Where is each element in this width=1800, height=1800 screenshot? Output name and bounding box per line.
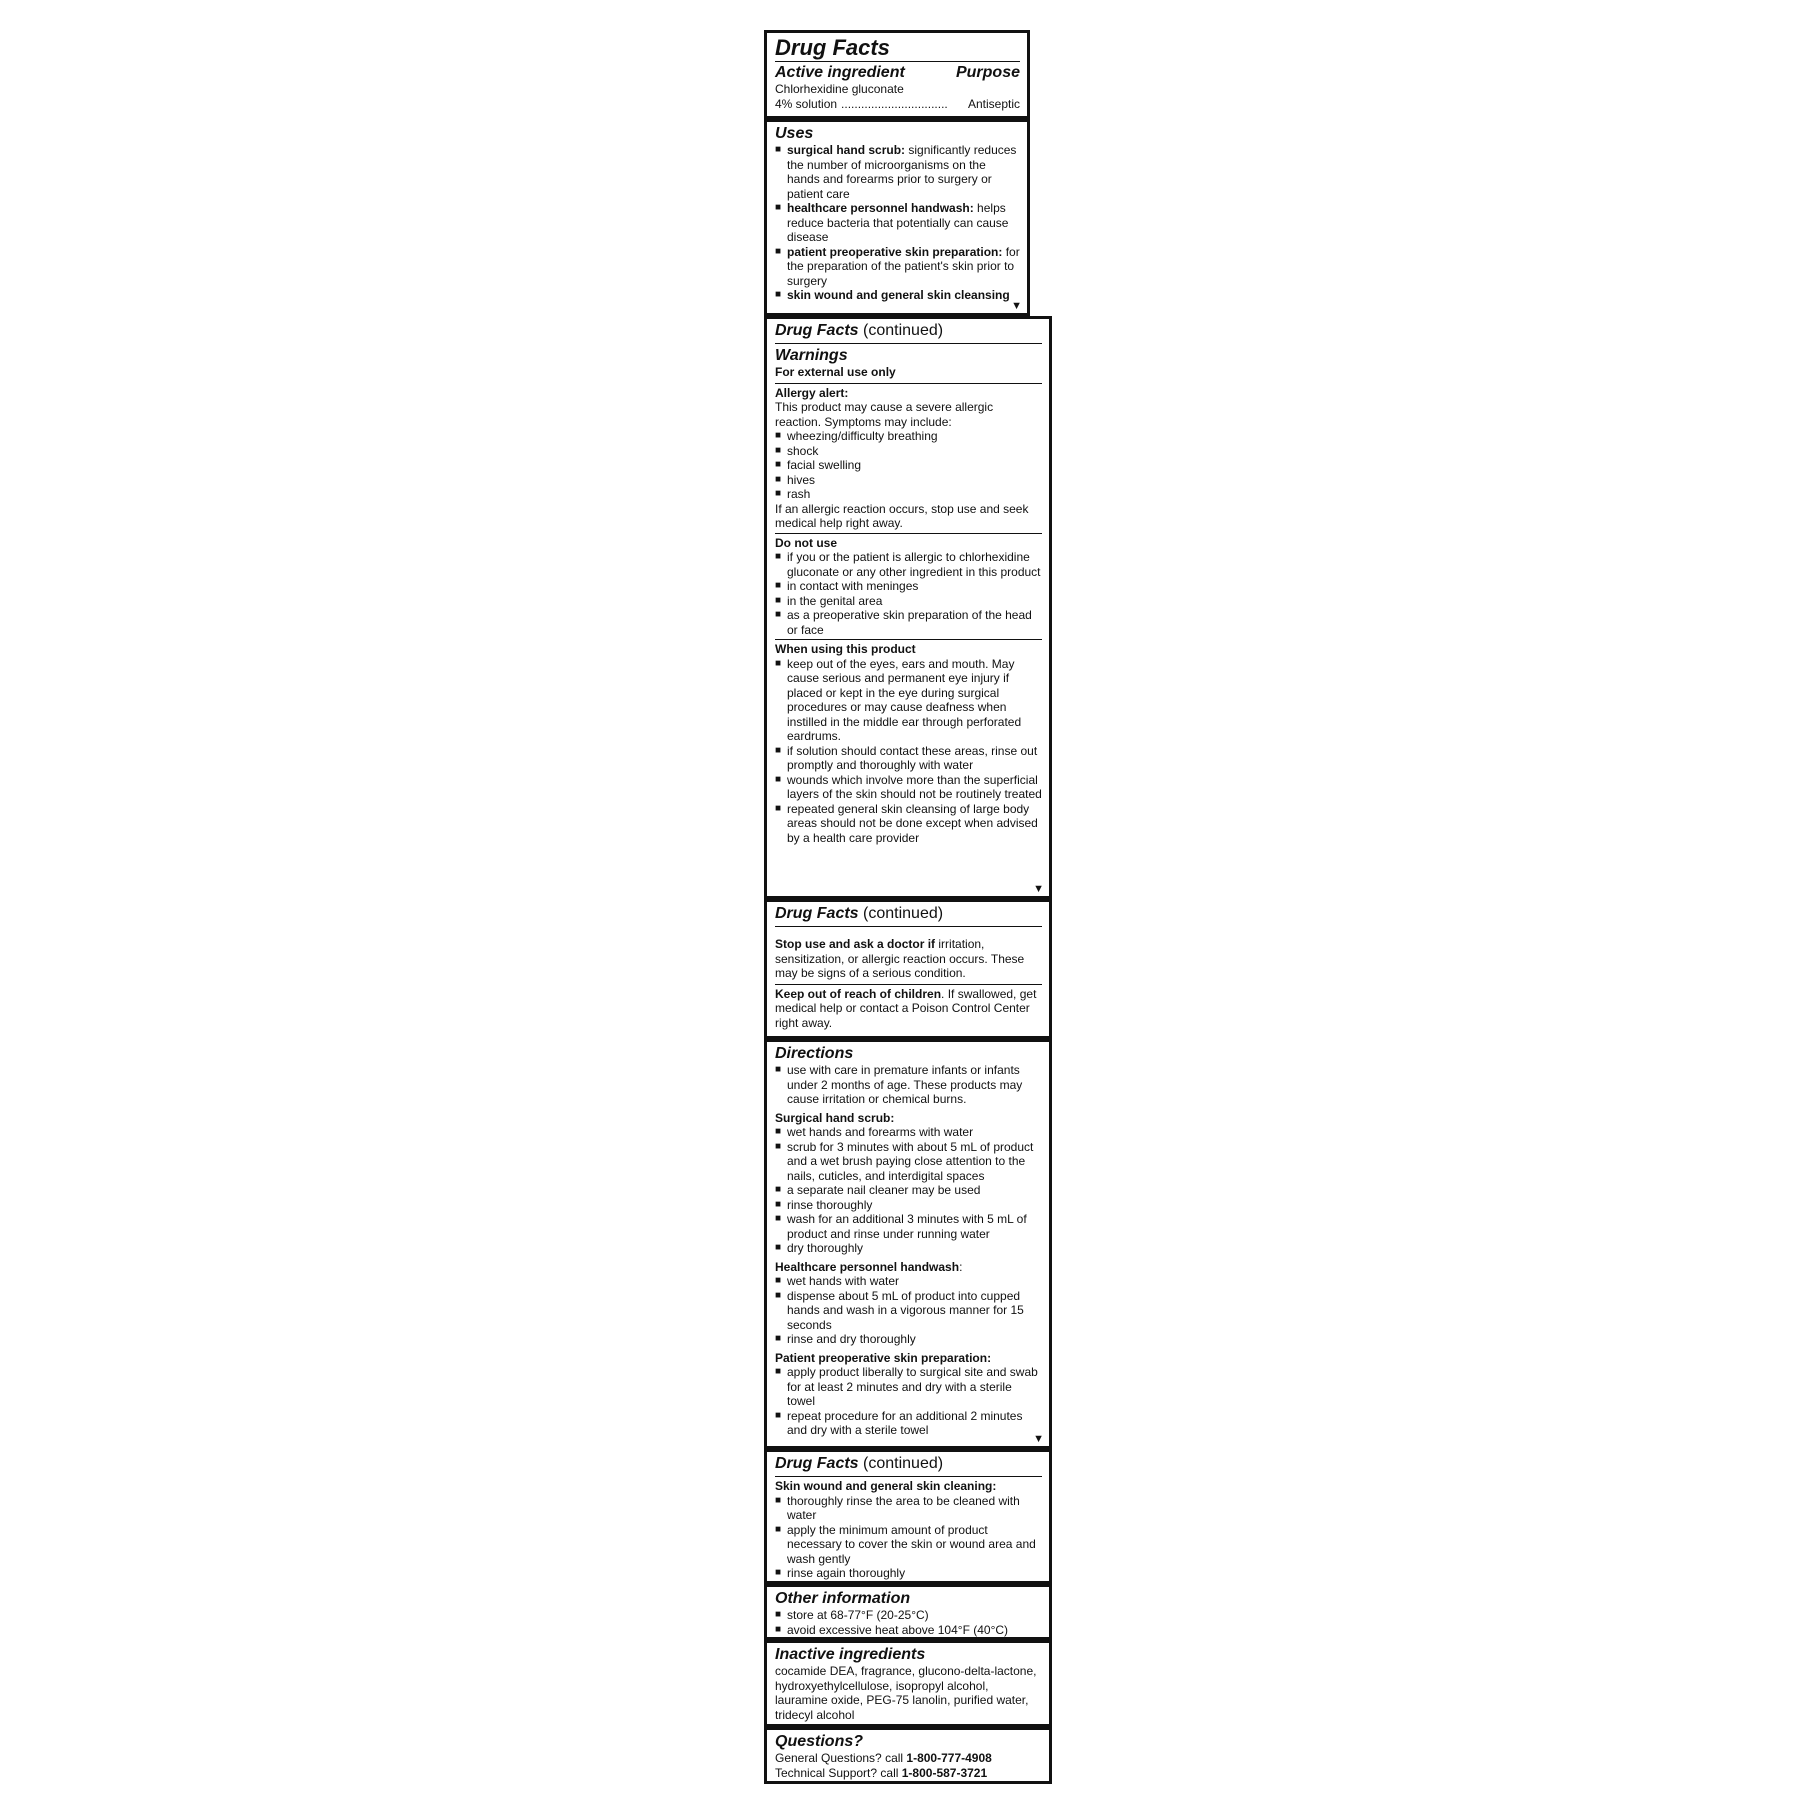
skin-wound-list [775, 1494, 1042, 1581]
ingredient-purpose-row [775, 97, 1020, 112]
surgical-scrub-item: ■ scrub for 3 minutes with about 5 mL of product and a wet brush paying close attention to the nails, cuticles, and interdigital spaces [775, 1140, 1042, 1184]
surgical-scrub-item: ■ wash for an additional 3 minutes with 5 mL of product and rinse under running water [775, 1212, 1042, 1241]
technical-support-line [775, 1766, 1042, 1781]
continued-header [775, 1454, 1042, 1476]
divider [775, 1476, 1042, 1477]
uses-item [775, 245, 1020, 289]
uses-item-text: significantly reduces the number of microorganisms on the hands and forearms prior to surgery or patient care [787, 143, 1017, 201]
uses-item-bold: healthcare personnel handwash: [787, 201, 974, 215]
skin-wound-heading: Skin wound and general skin cleaning: [775, 1479, 997, 1493]
skin-wound-item: ■ rinse again thoroughly [775, 1566, 1042, 1581]
stop-use-body: irritation, sensitization, or allergic reaction occurs. These may be signs of a serious condition. [775, 937, 1025, 980]
general-questions-line [775, 1751, 1042, 1766]
dot-leader: ................................ [841, 96, 948, 111]
divider [775, 926, 1042, 927]
surgical-scrub-item: ■ a separate nail cleaner may be used [775, 1183, 1042, 1198]
stop-use-text [775, 937, 1042, 981]
questions-heading: Questions? [775, 1733, 864, 1750]
do-not-use-item: ■ as a preoperative skin preparation of the head or face [775, 608, 1042, 637]
allergy-alert-heading: Allergy alert: [775, 385, 849, 400]
questions-panel [764, 1727, 1052, 1784]
directions-panel [764, 1039, 1052, 1449]
symptoms-list [775, 429, 1042, 502]
do-not-use-list [775, 550, 1042, 637]
continued-arrow-icon: ▼ [1011, 300, 1022, 312]
keep-out-body: . If swallowed, get medical help or contact a Poison Control Center right away. [775, 986, 1037, 1030]
uses-item-bold: patient preoperative skin preparation: [787, 244, 1003, 259]
continued-header [775, 321, 1042, 343]
ingredient-strength: 4% solution [775, 96, 838, 111]
stop-use-panel [764, 899, 1052, 1039]
handwash-colon: : [959, 1259, 963, 1274]
allergy-intro: This product may cause a severe allergic reaction. Symptoms may include: [775, 400, 994, 429]
external-use-text: For external use only [775, 365, 896, 379]
divider [775, 533, 1042, 534]
continued-label: (continued) [858, 1455, 944, 1472]
do-not-use-heading: Do not use [775, 535, 837, 550]
symptom-item: ■ rash [775, 487, 1042, 502]
uses-heading: Uses [775, 125, 814, 142]
patient-prep-item: ■ apply product liberally to surgical site and swab for at least 2 minutes and dry with a sterile towel [775, 1365, 1042, 1409]
warnings-heading: Warnings [775, 347, 848, 364]
continued-label: (continued) [858, 322, 944, 339]
handwash-item: ■ wet hands with water [775, 1274, 1042, 1289]
inactive-ingredients-heading: Inactive ingredients [775, 1646, 926, 1663]
symptom-item: ■ facial swelling [775, 458, 1042, 473]
general-questions-label: General Questions? call [775, 1751, 907, 1765]
uses-panel [764, 119, 1030, 316]
continued-arrow-icon: ▼ [1033, 883, 1044, 895]
when-using-list [775, 657, 1042, 846]
ingredient-name: Chlorhexidine gluconate [775, 82, 904, 96]
allergy-outro: If an allergic reaction occurs, stop use and seek medical help right away. [775, 501, 1029, 530]
uses-list [775, 143, 1020, 303]
inactive-ingredients-text: cocamide DEA, fragrance, glucono-delta-lactone, hydroxyethylcellulose, isopropyl alcohol, lauramine oxide, PEG-75 lanolin, purified water, tridecyl alcohol [775, 1664, 1037, 1722]
technical-phone-number: 1-800-587-3721 [901, 1765, 988, 1780]
handwash-item: ■ rinse and dry thoroughly [775, 1332, 1042, 1347]
active-ingredient-header-row [775, 64, 1020, 82]
stop-use-heading: Stop use and ask a doctor if [775, 937, 936, 951]
handwash-heading-line [775, 1260, 1042, 1275]
continued-title: Drug Facts [775, 1455, 859, 1472]
skin-wound-panel [764, 1449, 1052, 1584]
when-using-item: ■ if solution should contact these areas, rinse out promptly and thoroughly with water [775, 744, 1042, 773]
other-information-heading: Other information [775, 1590, 911, 1607]
divider [775, 61, 1020, 62]
uses-item-bold: surgical hand scrub: [787, 143, 906, 157]
drug-facts-panel-header [764, 30, 1030, 119]
do-not-use-item: ■ in the genital area [775, 594, 1042, 609]
uses-item-text: helps reduce bacteria that potentially can cause disease [787, 201, 1009, 244]
other-information-item: ■ store at 68-77°F (20-25°C) [775, 1608, 1042, 1623]
do-not-use-item: ■ if you or the patient is allergic to chlorhexidine gluconate or any other ingredient in this product [775, 550, 1042, 579]
directions-heading: Directions [775, 1045, 854, 1062]
when-using-heading: When using this product [775, 642, 916, 656]
directions-intro-item: ■ use with care in premature infants or infants under 2 months of age. These products may cause irritation or chemical burns. [775, 1063, 1042, 1107]
uses-item-bold: skin wound and general skin cleansing [787, 288, 1010, 302]
patient-prep-list [775, 1365, 1042, 1438]
handwash-heading: Healthcare personnel handwash [775, 1259, 960, 1274]
do-not-use-item: ■ in contact with meninges [775, 579, 1042, 594]
uses-item [775, 201, 1020, 245]
when-using-item: ■ wounds which involve more than the superficial layers of the skin should not be routinely treated [775, 773, 1042, 802]
surgical-scrub-item: ■ dry thoroughly [775, 1241, 1042, 1256]
surgical-scrub-heading: Surgical hand scrub: [775, 1110, 895, 1125]
active-ingredient-heading: Active ingredient [775, 64, 905, 81]
directions-intro-list [775, 1063, 1042, 1107]
symptom-item: ■ hives [775, 473, 1042, 488]
divider [775, 984, 1042, 985]
when-using-item: ■ keep out of the eyes, ears and mouth. May cause serious and permanent eye injury if placed or kept in the eye during surgical procedures or may cause deafness when instilled in the middle ear through perforated eardrums. [775, 657, 1042, 744]
other-information-item: ■ avoid excessive heat above 104°F (40°C) [775, 1623, 1042, 1638]
purpose-heading: Purpose [955, 64, 1020, 81]
inactive-ingredients-panel [764, 1640, 1052, 1727]
divider [775, 343, 1042, 344]
other-information-panel [764, 1584, 1052, 1640]
technical-support-label: Technical Support? call [775, 1765, 902, 1780]
symptom-item: ■ wheezing/difficulty breathing [775, 429, 1042, 444]
uses-item-text: for the preparation of the patient's skin prior to surgery [787, 244, 1020, 288]
divider [775, 383, 1042, 384]
uses-item [775, 143, 1020, 201]
patient-prep-item: ■ repeat procedure for an additional 2 minutes and dry with a sterile towel [775, 1409, 1042, 1438]
surgical-scrub-item: ■ wet hands and forearms with water [775, 1125, 1042, 1140]
continued-arrow-icon: ▼ [1033, 1433, 1044, 1445]
general-phone-number: 1-800-777-4908 [906, 1751, 992, 1765]
keep-out-text [775, 987, 1042, 1031]
handwash-item: ■ dispense about 5 mL of product into cupped hands and wash in a vigorous manner for 15 seconds [775, 1289, 1042, 1333]
other-information-list [775, 1608, 1042, 1637]
symptom-item: ■ shock [775, 444, 1042, 459]
continued-title: Drug Facts [775, 905, 859, 922]
keep-out-heading: Keep out of reach of children [775, 986, 942, 1001]
continued-label: (continued) [858, 905, 944, 922]
warnings-panel [764, 316, 1052, 899]
when-using-item: ■ repeated general skin cleansing of large body areas should not be done except when advised by a health care provider [775, 802, 1042, 846]
continued-title: Drug Facts [775, 322, 859, 339]
skin-wound-item: ■ apply the minimum amount of product necessary to cover the skin or wound area and wash gently [775, 1523, 1042, 1567]
uses-item [775, 288, 1020, 303]
skin-wound-item: ■ thoroughly rinse the area to be cleaned with water [775, 1494, 1042, 1523]
divider [775, 639, 1042, 640]
surgical-scrub-item: ■ rinse thoroughly [775, 1198, 1042, 1213]
drug-facts-title: Drug Facts [775, 35, 890, 60]
purpose-value: Antiseptic [967, 96, 1020, 111]
handwash-list [775, 1274, 1042, 1347]
continued-header [775, 904, 1042, 926]
patient-prep-heading: Patient preoperative skin preparation: [775, 1350, 992, 1365]
surgical-scrub-list [775, 1125, 1042, 1256]
